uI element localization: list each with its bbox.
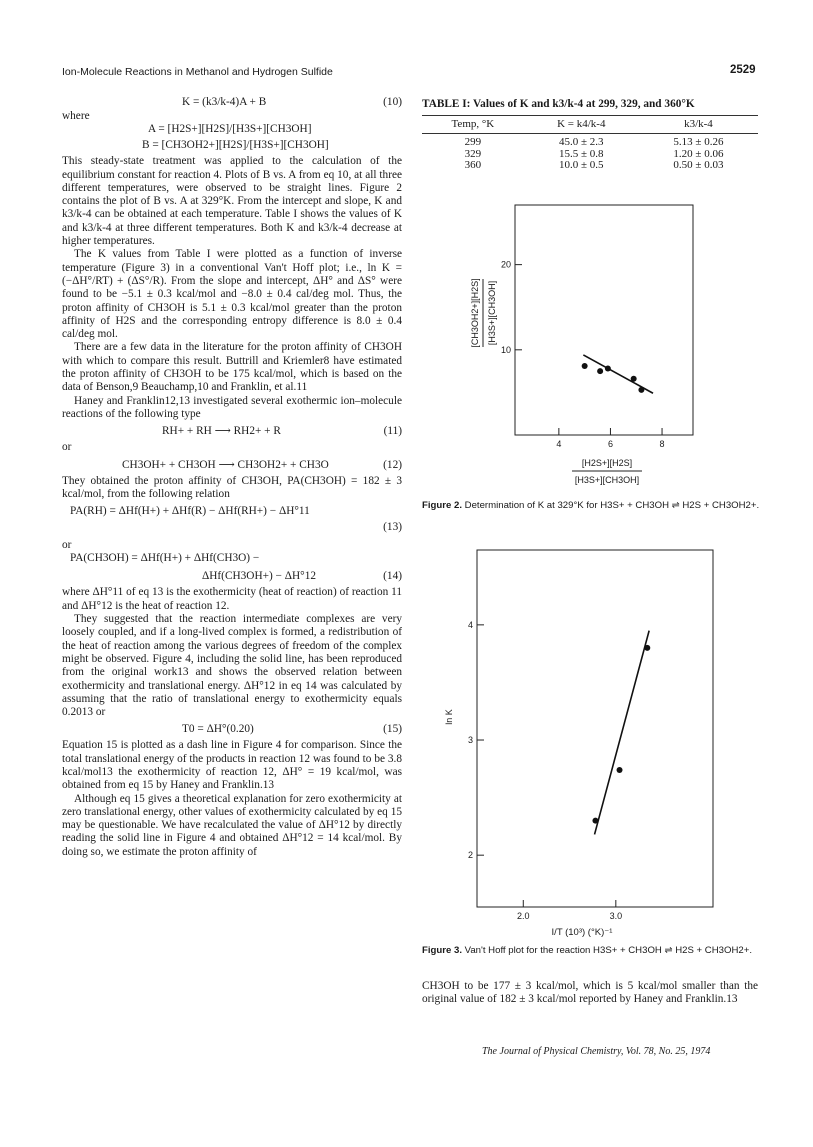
table-1-header-k: K = k4/k-4 [524, 116, 639, 134]
figure-3-frame [477, 550, 713, 907]
paragraph-9: Although eq 15 gives a theoretical explanation for zero exothermicity at zero translational energy, other values of exothermicity calculated by eq 15 may be questionable. We have recalculated the value of ΔH°12 by directly reading the solid line in Figure 4 and obtained ΔH°12 = 14 kcal/mol. By doing so, we estimate the proton affinity of [62, 792, 402, 858]
figure-3 [420, 535, 750, 945]
figure-3-y-ticks [468, 620, 484, 860]
definition-b [62, 139, 402, 155]
table-1 [422, 115, 758, 172]
table-cell: 15.5 ± 0.8 [559, 147, 604, 160]
y-tick-label: 2 [467, 850, 473, 861]
equation-15 [62, 723, 402, 739]
table-cell: 5.13 ± 0.26 [673, 136, 724, 149]
or-word-1: or [62, 441, 72, 454]
equation-13-number-line [62, 521, 402, 537]
y-tick-label: 4 [467, 619, 473, 630]
equation-15-number: (15) [383, 723, 402, 736]
right-column-bottom [422, 980, 758, 1007]
paragraph-7: They suggested that the reaction intermediate complexes are very loosely coupled, and if a long-lived complex is formed, a redistribution of the heat of reaction among the various degrees of freedom of the complex might be observed. Figure 4, including the solid line, has been reproduced from the original work13 and shows the observed relation between exothermicity and translational energy. ΔH°12 in eq 14 was calculated by assuming that the ratio of translational energy to exothermicity equals 0.2013 or [62, 613, 402, 719]
paragraph-3: There are a few data in the literature for the proton affinity of CH3OH with which to compare this result. Buttrill and Kriemler8 have estimated the proton affinity of CH3OH to be 175 kcal/mol, which is based on the data of Benson,9 Beauchamp,10 and Franklin, et al.11 [62, 341, 402, 394]
equation-11-number: (11) [383, 425, 402, 438]
table-cell: 360 [464, 159, 482, 172]
equation-12-number: (12) [383, 458, 402, 471]
figure-2-x-label-numerator: [H2S+][H2S] [581, 458, 633, 468]
table-cell: 299 [464, 136, 482, 149]
right-column [422, 98, 758, 172]
x-tick-label: 3.0 [609, 911, 623, 921]
data-point [582, 363, 588, 369]
where-word: where [62, 110, 90, 122]
paragraph-5: They obtained the proton affinity of CH3OH, PA(CH3OH) = 182 ± 3 kcal/mol, from the following relation [62, 474, 402, 500]
paragraph-1: This steady-state treatment was applied to the calculation of the equilibrium constant for reaction 4. Plots of B vs. A from eq 10, at all three different temperatures, were observed to be straight lines. Figure 2 contains the plot of B vs. A at 329°K. From the intercept and slope, K and k3/k-4 can be obtained at each temperature. Table I shows the values of K and k3/k-4 at three different temperatures. Both K and k3/k-4 decrease at higher temperatures. [62, 155, 402, 248]
figure-2-caption-label: Figure 2. [422, 500, 462, 511]
table-row [422, 160, 758, 172]
figure-3-y-label: ln K [444, 709, 454, 725]
equation-13 [62, 505, 402, 521]
table-1-header-row [422, 116, 758, 134]
or-word-2: or [62, 539, 72, 552]
equation-11 [62, 425, 402, 441]
y-tick-label: 20 [500, 259, 511, 270]
figure-2-marks [582, 355, 653, 393]
figure-2-x-label-denominator: [H3S+][CH3OH] [574, 475, 640, 485]
paragraph-6: where ΔH°11 of eq 13 is the exothermicity (heat of reaction) of reaction 11 and ΔH°12 is the heat of reaction 12. [62, 586, 402, 612]
definition-a [62, 123, 402, 139]
figure-2-plot [420, 195, 750, 500]
definition-b-body: B = [CH3OH2+][H2S]/[H3S+][CH3OH] [142, 139, 329, 152]
page-number: 2529 [730, 64, 756, 76]
figure-3-caption-text: Van't Hoff plot for the reaction H3S+ + CH3OH ⇌ H2S + CH3OH2+. [464, 945, 752, 956]
figure-2-y-ticks [501, 260, 522, 355]
data-point [631, 376, 637, 382]
table-cell: 1.20 ± 0.06 [673, 147, 724, 160]
figure-2-x-label [572, 458, 642, 485]
table-row [422, 134, 758, 149]
table-cell: 45.0 ± 2.3 [559, 136, 604, 149]
figure-3-marks [592, 631, 650, 835]
data-point [617, 767, 623, 773]
figure-2-y-label [470, 278, 497, 347]
equation-11-body: RH+ + RH ⟶ RH2+ + R [162, 425, 281, 438]
figure-3-plot [420, 535, 750, 945]
definition-a-body: A = [H2S+][H2S]/[H3S+][CH3OH] [148, 123, 312, 136]
equation-10 [62, 96, 402, 112]
fit-line [595, 631, 650, 835]
equation-14-part2: ΔHf(CH3OH+) − ΔH°12 [202, 570, 316, 583]
equation-12 [62, 459, 402, 475]
x-tick-label: 4 [556, 439, 562, 449]
equation-10-body: K = (k3/k-4)A + B [182, 96, 267, 108]
paragraph-2: The K values from Table I were plotted as a function of inverse temperature (Figure 3) in a conventional Van't Hoff plot; i.e., ln K = (−ΔH°/RT) + (ΔS°/R). From the slope and intercept, ΔH° and ΔS° were found to be −5.1 ± 0.3 kcal/mol and −8.0 ± 0.4 cal/deg mol. Thus, the proton affinity of CH3OH is 5.1 ± 0.3 kcal/mol greater than the proton affinity of H2S and the corresponding entropy difference is 8.0 ± 0.4 cal/deg mol. [62, 248, 402, 341]
left-column [62, 96, 402, 859]
x-tick-label: 6 [607, 439, 613, 449]
equation-13-body: PA(RH) = ΔHf(H+) + ΔHf(R) − ΔHf(RH+) − ΔH°11 [70, 505, 310, 518]
data-point [605, 366, 611, 372]
figure-3-caption [422, 945, 760, 957]
equation-14-number: (14) [383, 570, 402, 583]
equation-14 [62, 552, 402, 568]
table-1-header-ratio: k3/k-4 [639, 116, 758, 134]
data-point [592, 818, 598, 824]
figure-2-caption-text: Determination of K at 329°K for H3S+ + CH3OH ⇌ H2S + CH3OH2+. [464, 500, 760, 511]
table-cell: 329 [464, 147, 482, 160]
x-tick-label: 2.0 [517, 911, 530, 921]
figure-2-frame [515, 205, 693, 435]
journal-footer: The Journal of Physical Chemistry, Vol. 78, No. 25, 1974 [482, 1046, 711, 1057]
paragraph-4: Haney and Franklin12,13 investigated several exothermic ion–molecule reactions of the following type [62, 394, 402, 420]
equation-14-line2 [62, 570, 402, 586]
figure-3-x-label: I/T (10³) (°K)⁻¹ [551, 927, 613, 938]
equation-12-body: CH3OH+ + CH3OH ⟶ CH3OH2+ + CH3O [122, 458, 329, 471]
figure-3-x-ticks [517, 900, 622, 921]
running-head: Ion-Molecule Reactions in Methanol and Hydrogen Sulfide [62, 66, 333, 78]
figure-2-x-ticks [556, 428, 664, 449]
figure-2-y-label-numerator: [CH3OH2+][H2S] [470, 278, 480, 348]
table-cell: 10.0 ± 0.5 [559, 159, 604, 172]
figure-2 [420, 195, 750, 500]
figure-2-caption [422, 500, 760, 512]
y-tick-label: 3 [467, 735, 473, 746]
y-tick-label: 10 [500, 344, 511, 355]
x-tick-label: 8 [659, 439, 665, 449]
equation-15-body: T0 = ΔH°(0.20) [182, 723, 254, 736]
equation-13-number: (13) [383, 521, 402, 534]
paragraph-10: CH3OH to be 177 ± 3 kcal/mol, which is 5 kcal/mol smaller than the original value of 182 ± 3 kcal/mol reported by Haney and Franklin.13 [422, 980, 758, 1006]
data-point [644, 645, 650, 651]
figure-2-y-label-denominator: [H3S+][CH3OH] [487, 280, 497, 346]
table-cell: 0.50 ± 0.03 [673, 159, 724, 172]
equation-10-number: (10) [383, 96, 402, 108]
table-1-header-temp: Temp, °K [422, 116, 524, 134]
figure-3-caption-label: Figure 3. [422, 945, 462, 956]
data-point [638, 387, 644, 393]
equation-14-part1: PA(CH3OH) = ΔHf(H+) + ΔHf(CH3O) − [70, 552, 260, 565]
paragraph-8: Equation 15 is plotted as a dash line in Figure 4 for comparison. Since the total translational energy of the products in reaction 12 was found to be 3.8 kcal/mol13 the exothermicity of reaction 12, ΔH° = 19 kcal/mol, was obtained from eq 15 by Haney and Franklin.13 [62, 739, 402, 792]
table-1-title: TABLE I: Values of K and k3/k-4 at 299, 329, and 360°K [422, 98, 695, 110]
data-point [597, 368, 603, 374]
